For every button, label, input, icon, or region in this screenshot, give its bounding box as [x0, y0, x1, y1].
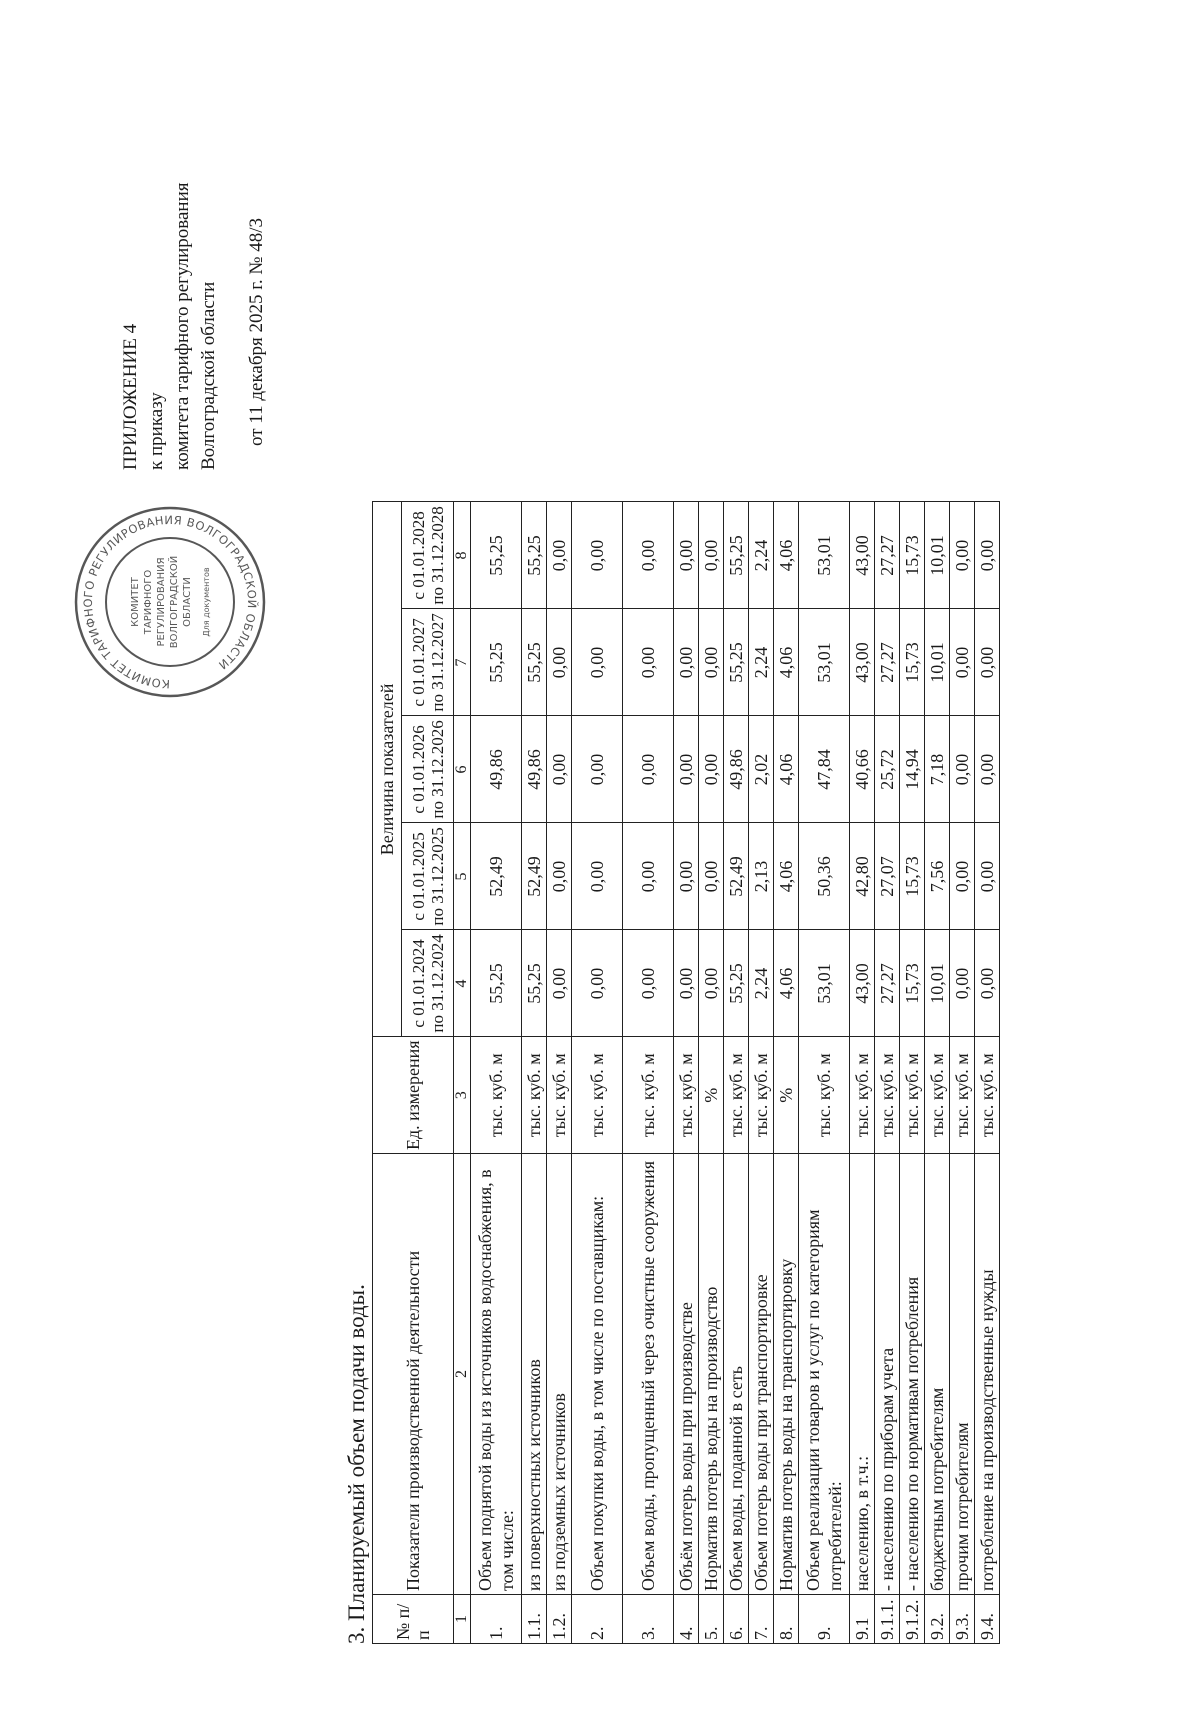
- row-number: 9.3.: [950, 1595, 975, 1644]
- row-number: 1.: [471, 1595, 522, 1644]
- header-values-group: Величина показателей: [373, 502, 402, 1037]
- seal-graphic: [70, 502, 270, 702]
- row-value: 55,25: [522, 502, 547, 609]
- row-value: 27,27: [875, 609, 900, 716]
- row-value: 0,00: [975, 716, 1000, 823]
- row-unit: %: [774, 1037, 799, 1154]
- row-number: 3.: [623, 1595, 674, 1644]
- row-value: 10,01: [925, 609, 950, 716]
- period-to: по 31.12.2024: [427, 934, 447, 1033]
- header-no: № п/п: [373, 1595, 454, 1644]
- table-row: [572, 502, 623, 1644]
- row-indicator: из поверхностных источников: [522, 1154, 547, 1595]
- appendix-title: ПРИЛОЖЕНИЕ 4: [120, 323, 141, 470]
- row-value: 55,25: [522, 930, 547, 1037]
- row-number: 6.: [724, 1595, 749, 1644]
- row-value: 0,00: [699, 609, 724, 716]
- row-value: 2,24: [749, 930, 774, 1037]
- row-value: 15,73: [900, 502, 925, 609]
- row-value: 7,56: [925, 823, 950, 930]
- row-value: 55,25: [724, 609, 749, 716]
- column-number: 1: [454, 1595, 471, 1644]
- water-supply-volume-table: [372, 501, 1000, 1644]
- row-value: 27,27: [875, 502, 900, 609]
- seal-inner-line: ВОЛГОГРАДСКОЙ: [169, 555, 180, 649]
- row-value: 55,25: [471, 502, 522, 609]
- appendix-header: [118, 110, 222, 470]
- row-value: 0,00: [572, 930, 623, 1037]
- period-from: с 01.01.2024: [408, 939, 428, 1028]
- table-row: [950, 502, 975, 1644]
- row-value: 42,80: [850, 823, 875, 930]
- seal-inner-line: КОМИТЕТ: [130, 577, 141, 627]
- row-unit: тыс. куб. м: [975, 1037, 1000, 1154]
- table-row: [749, 502, 774, 1644]
- seal-inner-line: ОБЛАСТИ: [182, 577, 193, 627]
- row-number: 5.: [699, 1595, 724, 1644]
- period-to: по 31.12.2026: [427, 720, 447, 819]
- row-number: 9.1.1.: [875, 1595, 900, 1644]
- row-number: 7.: [749, 1595, 774, 1644]
- row-value: 43,00: [850, 930, 875, 1037]
- table-row: [850, 502, 875, 1644]
- row-unit: тыс. куб. м: [471, 1037, 522, 1154]
- row-value: 4,06: [774, 609, 799, 716]
- row-indicator: Норматив потерь воды на транспортировку: [774, 1154, 799, 1595]
- seal-outer-text: КОМИТЕТ ТАРИФНОГО РЕГУЛИРОВАНИЯ ВОЛГОГРАДСКОЙ ОБЛАСТИ: [80, 512, 260, 692]
- row-value: 15,73: [900, 930, 925, 1037]
- row-number: 1.2.: [547, 1595, 572, 1644]
- row-number: 9.1: [850, 1595, 875, 1644]
- header-period: [402, 716, 454, 823]
- row-value: 2,13: [749, 823, 774, 930]
- row-indicator: Объем реализации товаров и услуг по категориям потребителей:: [799, 1154, 850, 1595]
- table-row: [774, 502, 799, 1644]
- row-value: 52,49: [522, 823, 547, 930]
- row-unit: тыс. куб. м: [925, 1037, 950, 1154]
- table-row: [547, 502, 572, 1644]
- table-row: [522, 502, 547, 1644]
- row-indicator: Объем воды, пропущенный через очистные сооружения: [623, 1154, 674, 1595]
- row-value: 0,00: [547, 716, 572, 823]
- column-number: 6: [454, 716, 471, 823]
- row-value: 53,01: [799, 502, 850, 609]
- row-value: 0,00: [699, 716, 724, 823]
- row-value: 43,00: [850, 609, 875, 716]
- header-period: [402, 609, 454, 716]
- row-value: 52,49: [724, 823, 749, 930]
- row-value: 0,00: [975, 502, 1000, 609]
- row-value: 0,00: [975, 823, 1000, 930]
- row-number: 9.2.: [925, 1595, 950, 1644]
- row-value: 0,00: [623, 609, 674, 716]
- column-number: 8: [454, 502, 471, 609]
- table-row: [724, 502, 749, 1644]
- column-number: 4: [454, 930, 471, 1037]
- row-value: 0,00: [674, 823, 699, 930]
- table-row: [799, 502, 850, 1644]
- region-name: Волгоградской области: [198, 281, 219, 470]
- table-row: [875, 502, 900, 1644]
- row-value: 0,00: [950, 823, 975, 930]
- period-from: с 01.01.2027: [408, 618, 428, 707]
- row-value: 27,07: [875, 823, 900, 930]
- row-indicator: Объем поднятой воды из источников водоснабжения, в том числе:: [471, 1154, 522, 1595]
- column-number: 7: [454, 609, 471, 716]
- row-value: 10,01: [925, 930, 950, 1037]
- row-value: 7,18: [925, 716, 950, 823]
- row-number: 9.1.2.: [900, 1595, 925, 1644]
- row-value: 43,00: [850, 502, 875, 609]
- row-indicator: - населению по нормативам потребления: [900, 1154, 925, 1595]
- row-unit: тыс. куб. м: [950, 1037, 975, 1154]
- row-indicator: - населению по приборам учета: [875, 1154, 900, 1595]
- seal-bottom-text: Для документов: [202, 567, 211, 637]
- row-value: 2,02: [749, 716, 774, 823]
- row-value: 55,25: [471, 930, 522, 1037]
- row-value: 49,86: [471, 716, 522, 823]
- table-row: [699, 502, 724, 1644]
- row-unit: %: [699, 1037, 724, 1154]
- period-to: по 31.12.2027: [427, 613, 447, 712]
- row-value: 0,00: [547, 609, 572, 716]
- period-from: с 01.01.2025: [408, 832, 428, 921]
- row-value: 47,84: [799, 716, 850, 823]
- table-row: [925, 502, 950, 1644]
- row-value: 0,00: [623, 930, 674, 1037]
- order-reference: от 11 декабря 2025 г. № 48/3: [246, 217, 267, 446]
- row-value: 0,00: [547, 930, 572, 1037]
- row-value: 55,25: [471, 609, 522, 716]
- row-value: 0,00: [950, 502, 975, 609]
- row-unit: тыс. куб. м: [623, 1037, 674, 1154]
- row-value: 4,06: [774, 502, 799, 609]
- row-unit: тыс. куб. м: [724, 1037, 749, 1154]
- header-period: [402, 823, 454, 930]
- row-value: 55,25: [522, 609, 547, 716]
- row-value: 4,06: [774, 716, 799, 823]
- committee-name: комитета тарифного регулирования: [172, 182, 193, 470]
- row-value: 0,00: [572, 609, 623, 716]
- row-value: 40,66: [850, 716, 875, 823]
- row-value: 4,06: [774, 930, 799, 1037]
- row-value: 53,01: [799, 609, 850, 716]
- row-unit: тыс. куб. м: [875, 1037, 900, 1154]
- row-unit: тыс. куб. м: [522, 1037, 547, 1154]
- row-value: 0,00: [572, 823, 623, 930]
- order-caption: к приказу: [146, 392, 167, 470]
- row-value: 0,00: [699, 823, 724, 930]
- row-indicator: Объем воды, поданной в сеть: [724, 1154, 749, 1595]
- row-unit: тыс. куб. м: [749, 1037, 774, 1154]
- section-title: 3. Планируемый объем подачи воды.: [344, 1284, 369, 1644]
- seal-inner-line: ТАРИФНОГО: [143, 569, 154, 635]
- row-value: 27,27: [875, 930, 900, 1037]
- header-period: [402, 930, 454, 1037]
- row-value: 0,00: [572, 502, 623, 609]
- row-value: 0,00: [572, 716, 623, 823]
- row-value: 0,00: [674, 609, 699, 716]
- row-unit: тыс. куб. м: [900, 1037, 925, 1154]
- row-unit: тыс. куб. м: [850, 1037, 875, 1154]
- row-value: 0,00: [547, 502, 572, 609]
- period-from: с 01.01.2028: [408, 511, 428, 600]
- row-value: 15,73: [900, 823, 925, 930]
- row-value: 0,00: [950, 609, 975, 716]
- header-unit: Ед. измерения: [373, 1037, 454, 1154]
- row-value: 2,24: [749, 609, 774, 716]
- row-number: 9.4.: [975, 1595, 1000, 1644]
- row-value: 53,01: [799, 930, 850, 1037]
- row-indicator: населению, в т.ч.:: [850, 1154, 875, 1595]
- period-from: с 01.01.2026: [408, 725, 428, 814]
- row-indicator: Объем потерь воды при транспортировке: [749, 1154, 774, 1595]
- column-number: 2: [454, 1154, 471, 1595]
- table-row: [623, 502, 674, 1644]
- row-number: 4.: [674, 1595, 699, 1644]
- column-number: 5: [454, 823, 471, 930]
- period-to: по 31.12.2028: [427, 506, 447, 605]
- row-value: 0,00: [975, 609, 1000, 716]
- row-value: 0,00: [623, 716, 674, 823]
- row-indicator: потребление на производственные нужды: [975, 1154, 1000, 1595]
- header-period: [402, 502, 454, 609]
- row-value: 0,00: [547, 823, 572, 930]
- row-value: 0,00: [699, 502, 724, 609]
- row-value: 49,86: [522, 716, 547, 823]
- row-indicator: Объём потерь воды при производстве: [674, 1154, 699, 1595]
- row-number: 1.1.: [522, 1595, 547, 1644]
- row-unit: тыс. куб. м: [572, 1037, 623, 1154]
- row-indicator: прочим потребителям: [950, 1154, 975, 1595]
- row-number: 2.: [572, 1595, 623, 1644]
- table-row: [900, 502, 925, 1644]
- row-value: 0,00: [674, 502, 699, 609]
- row-value: 0,00: [623, 502, 674, 609]
- row-indicator: бюджетным потребителям: [925, 1154, 950, 1595]
- row-indicator: Объем покупки воды, в том числе по поставщикам:: [572, 1154, 623, 1595]
- row-value: 0,00: [950, 716, 975, 823]
- row-value: 2,24: [749, 502, 774, 609]
- row-value: 0,00: [699, 930, 724, 1037]
- row-value: 15,73: [900, 609, 925, 716]
- table-row: [471, 502, 522, 1644]
- table-row: [674, 502, 699, 1644]
- row-value: 55,25: [724, 930, 749, 1037]
- row-value: 0,00: [975, 930, 1000, 1037]
- row-value: 0,00: [674, 716, 699, 823]
- column-number: 3: [454, 1037, 471, 1154]
- row-value: 49,86: [724, 716, 749, 823]
- row-indicator: Норматив потерь воды на производство: [699, 1154, 724, 1595]
- table-row: [975, 502, 1000, 1644]
- period-to: по 31.12.2025: [427, 827, 447, 926]
- row-unit: тыс. куб. м: [547, 1037, 572, 1154]
- row-value: 10,01: [925, 502, 950, 609]
- row-number: 9.: [799, 1595, 850, 1644]
- row-unit: тыс. куб. м: [674, 1037, 699, 1154]
- row-value: 55,25: [724, 502, 749, 609]
- row-value: 14,94: [900, 716, 925, 823]
- row-indicator: из подземных источников: [547, 1154, 572, 1595]
- row-value: 0,00: [950, 930, 975, 1037]
- row-value: 52,49: [471, 823, 522, 930]
- row-value: 0,00: [674, 930, 699, 1037]
- row-unit: тыс. куб. м: [799, 1037, 850, 1154]
- row-number: 8.: [774, 1595, 799, 1644]
- header-indicator: Показатели производственной деятельности: [373, 1154, 454, 1595]
- official-seal-stamp: [70, 502, 270, 702]
- row-value: 0,00: [623, 823, 674, 930]
- row-value: 25,72: [875, 716, 900, 823]
- seal-inner-line: РЕГУЛИРОВАНИЯ: [156, 557, 167, 647]
- row-value: 4,06: [774, 823, 799, 930]
- row-value: 50,36: [799, 823, 850, 930]
